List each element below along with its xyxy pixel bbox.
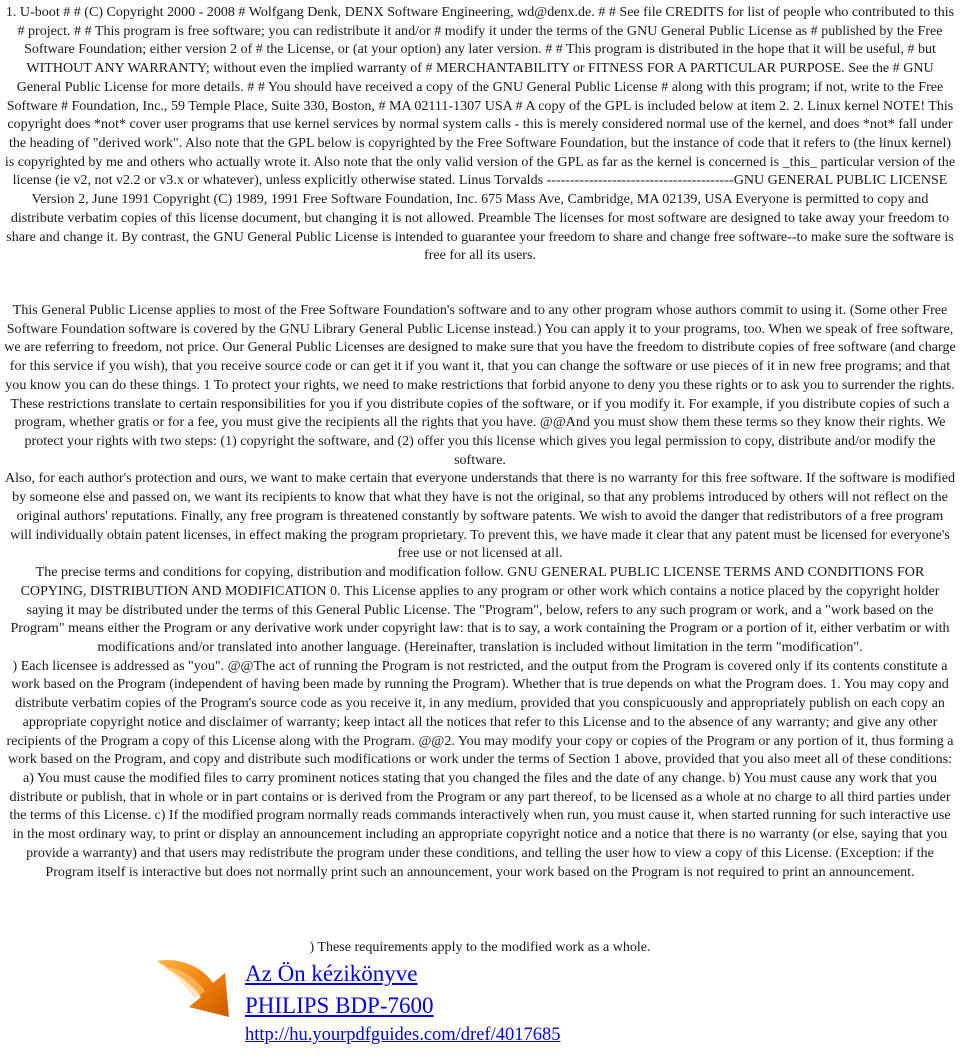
paragraph: ) These requirements apply to the modified work as a whole. [309, 939, 651, 955]
paragraph: The precise terms and conditions for copying, distribution and modification follow. GNU GENERAL PUBLIC LICENSE TERMS AND CONDITIONS FOR COPYING, DISTRIBUTION AND MODIFICATION 0. This License applies to any program or other work which contains a notice placed by the copyright holder saying it may be distributed under the terms of this General Public License. The "Program", below, refers to any such program or work, and a "work based on the Program" means either the Program or any derivative work under copyright law: that is to say, a work containing the Program or a portion of it, either verbatim or with modifications and/or translated into another language. (Hereinafter, translation is included without limitation in the term "modification". [10, 564, 950, 655]
paragraph: Also, for each author's protection and ours, we want to make certain that everyone understands that there is no warranty for this free software. If the software is modified by someone else and passed on, we want its recipients to know that what they have is not the original, so that any problems introduced by others will not reflect on the original authors' reputations. Finally, any free program is threatened constantly by software patents. We wish to avoid the danger that redistributors of a free program will individually obtain patent licenses, in effect making the program proprietary. To prevent this, we have made it clear that any patent must be licensed for everyone's free use or not licensed at all. [5, 470, 955, 562]
pdf-arrow-icon [155, 957, 231, 1029]
manual-url-link[interactable]: http://hu.yourpdfguides.com/dref/4017685 [245, 1025, 561, 1045]
paragraph: This General Public License applies to most of the Free Software Foundation's software and to any other program whose authors commit to using it. (Some other Free Software Foundation software is covered by the GNU Library General Public License instead.) You can apply it to your programs, too. When we speak of free software, we are referring to freedom, not price. Our General Public Licenses are designed to make sure that you have the freedom to distribute copies of free software (and charge for this service if you wish), that you receive source code or can get it if you want it, that you can change the software or use pieces of it in new free programs; and that you know you can do these things. 1 To protect your rights, we need to make restrictions that forbid anyone to deny you these rights or to ask you to surrender the rights. These restrictions translate to certain responsibilities for you if you distribute copies of the software, or if you modify it. For example, if you distribute copies of such a program, whether gratis or for a fee, you must give the recipients all the rights that you have. @@And you must show them these terms so they know their rights. We protect your rights with two steps: (1) copyright the software, and (2) offer you this license which gives you legal permission to copy, distribute and/or modify the software. [4, 302, 956, 468]
footer-links [245, 958, 561, 1048]
product-model-link[interactable]: PHILIPS BDP-7600 [245, 993, 434, 1018]
paragraph: ) Each licensee is addressed as "you". @@The act of running the Program is not restricted, and the output from the Program is covered only if its contents constitute a work based on the Program (independent of having been made by running the Program). Whether that is true depends on what the Program does. 1. You may copy and distribute verbatim copies of the Program's source code as you receive it, in any medium, provided that you conspicuously and appropriately publish on each copy an appropriate copyright notice and disclaimer of warranty; keep intact all the notices that refer to this License and to the absence of any warranty; and give any other recipients of the Program a copy of this License along with the Program. @@2. You may modify your copy or copies of the Program or any portion of it, thus forming a work based on the Program, and copy and distribute such modifications or work under the terms of Section 1 above, provided that you also meet all of these conditions: a) You must cause the modified files to carry prominent notices stating that you changed the files and the date of any change. b) You must cause any work that you distribute or publish, that in whole or in part contains or is derived from the Program or any part thereof, to be licensed as a whole at no charge to all third parties under the terms of this License. c) If the modified program normally reads commands interactively when run, you must cause it, when started running for such interactive use in the most ordinary way, to print or display an announcement including an appropriate copyright notice and a notice that there is no warranty (or else, saying that you provide a warranty) and that users may redistribute the program under these conditions, and telling the user how to view a copy of this License. (Exception: if the Program itself is interactive but does not normally print such an announcement, your work based on the Program is not required to print an announcement. [6, 657, 954, 880]
license-text-section-1 [4, 3, 956, 265]
license-text-section-3 [4, 938, 956, 957]
license-text-section-2 [4, 301, 956, 881]
pdf-arrow-icon-graphic [155, 957, 231, 1029]
manual-title-link[interactable]: Az Ön kézikönyve [245, 961, 418, 986]
paragraph: 1. U-boot # # (C) Copyright 2000 - 2008 # Wolfgang Denk, DENX Software Engineering, wd@denx.de. # # See file CREDITS for list of people who contributed to this # project. # # This program is free software; you can redistribute it and/or # modify it under the terms of the GNU General Public License as # published by the Free Software Foundation; either version 2 of # the License, or (at your option) any later version. # # This program is distributed in the hope that it will be useful, # but WITHOUT ANY WARRANTY; without even the implied warranty of # MERCHANTABILITY or FITNESS FOR A PARTICULAR PURPOSE. See the # GNU General Public License for more details. # # You should have received a copy of the GNU General Public License # along with this program; if not, write to the Free Software # Foundation, Inc., 59 Temple Place, Suite 330, Boston, # MA 02111-1307 USA # A copy of the GPL is included below at item 2. 2. Linux kernel NOTE! This copyright does *not* cover user programs that use kernel services by normal system calls - this is merely considered normal use of the kernel, and does *not* fall under the heading of "derived work". Also note that the GPL below is copyrighted by the Free Software Foundation, but the instance of code that it refers to (the linux kernel) is copyrighted by me and others who actually wrote it. Also note that the only valid version of the GPL as far as the kernel is concerned is _this_ particular version of the license (ie v2, not v2.2 or v3.x or whatever), unless explicitly otherwise stated. Linus Torvalds ----------------------------------------GNU GENERAL PUBLIC LICENSE Version 2, June 1991 Copyright (C) 1989, 1991 Free Software Foundation, Inc. 675 Mass Ave, Cambridge, MA 02139, USA Everyone is permitted to copy and distribute verbatim copies of this license document, but changing it is not allowed. Preamble The licenses for most software are designed to take away your freedom to share and change it. By contrast, the GNU General Public License is intended to guarantee your freedom to share and change free software--to make sure the software is free for all its users. [4, 4, 956, 264]
